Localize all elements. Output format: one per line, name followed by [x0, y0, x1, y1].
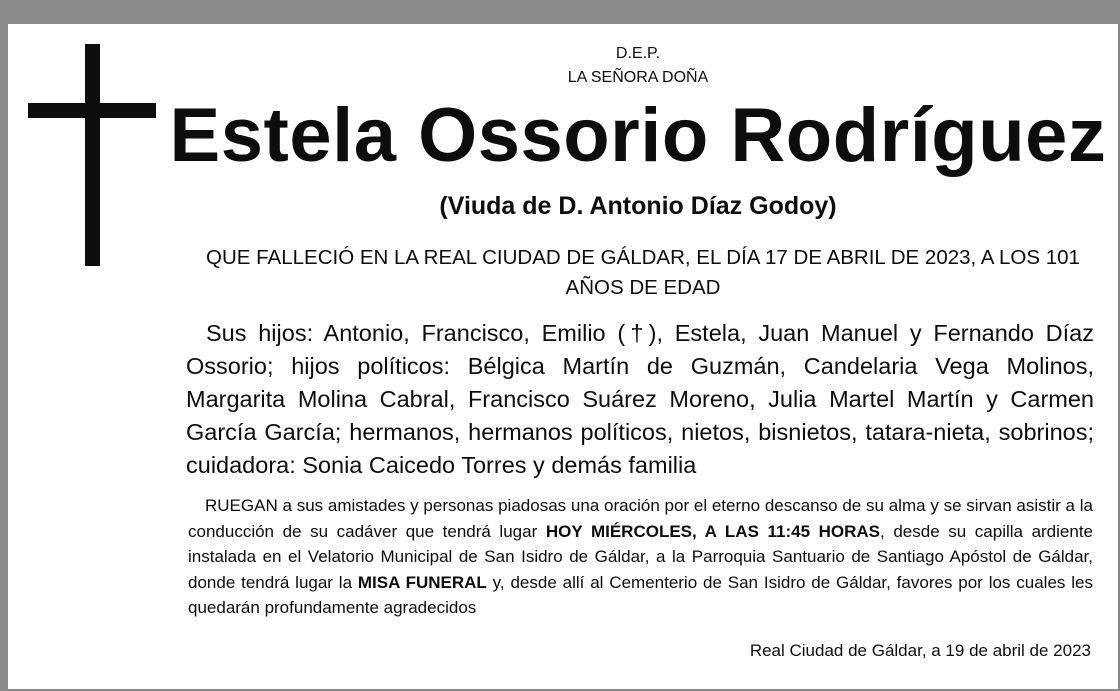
- cross-horizontal-bar: [28, 103, 156, 118]
- death-notice: QUE FALLECIÓ EN LA REAL CIUDAD DE GÁLDAR, EL DÍA 17 DE ABRIL DE 2023, A LOS 101 AÑOS DE EDAD: [206, 246, 1080, 299]
- family-paragraph: Sus hijos: Antonio, Francisco, Emilio (†), Estela, Juan Manuel y Fernando Díaz Ossorio; hijos políticos: Bélgica Martín de Guzmán, Candelaria Vega Molinos, Margarita Molina Cabral, Francisco Suárez Moreno, Julia Martel Martín y Carmen García García; hermanos, hermanos políticos, nietos, bisnietos, tatara-nieta, sobrinos; cuidadora: Sonia Caicedo Torres y demás familia: [186, 320, 1094, 478]
- cross-icon: [28, 44, 156, 266]
- cross-vertical-bar: [85, 44, 100, 266]
- service-time: HOY MIÉRCOLES, A LAS 11:45 HORAS: [545, 521, 881, 541]
- deceased-name: Estela Ossorio Rodríguez: [169, 93, 1107, 178]
- prayer-text-2: , desde su capilla ardiente instalada en el Velatorio Municipal de San Isidro de Gáldar, a la Parroquia Santuario de Santiago Apóstol de Gáldar, donde tendrá lugar la: [188, 521, 1093, 592]
- prayer-paragraph: [188, 493, 1093, 621]
- widow-of-line: (Viuda de D. Antonio Díaz Godoy): [439, 192, 837, 220]
- prayer-text-3: y, desde allí al Cementerio de San Isidro de Gáldar, favores por los cuales les quedarán profundamente agradecidos: [188, 572, 1093, 617]
- dep-heading: D.E.P.: [615, 45, 661, 62]
- obituary-notice: [8, 24, 1118, 689]
- funeral-mass: MISA FUNERAL: [357, 572, 487, 592]
- dateline: Real Ciudad de Gáldar, a 19 de abril de 2023: [749, 641, 1091, 660]
- honorific-heading: LA SEÑORA DOÑA: [567, 69, 709, 86]
- prayer-text-1: RUEGAN a sus amistades y personas piadosas una oración por el eterno descanso de su alma y se sirvan asistir a la conducción de su cadáver que tendrá lugar: [188, 496, 1093, 541]
